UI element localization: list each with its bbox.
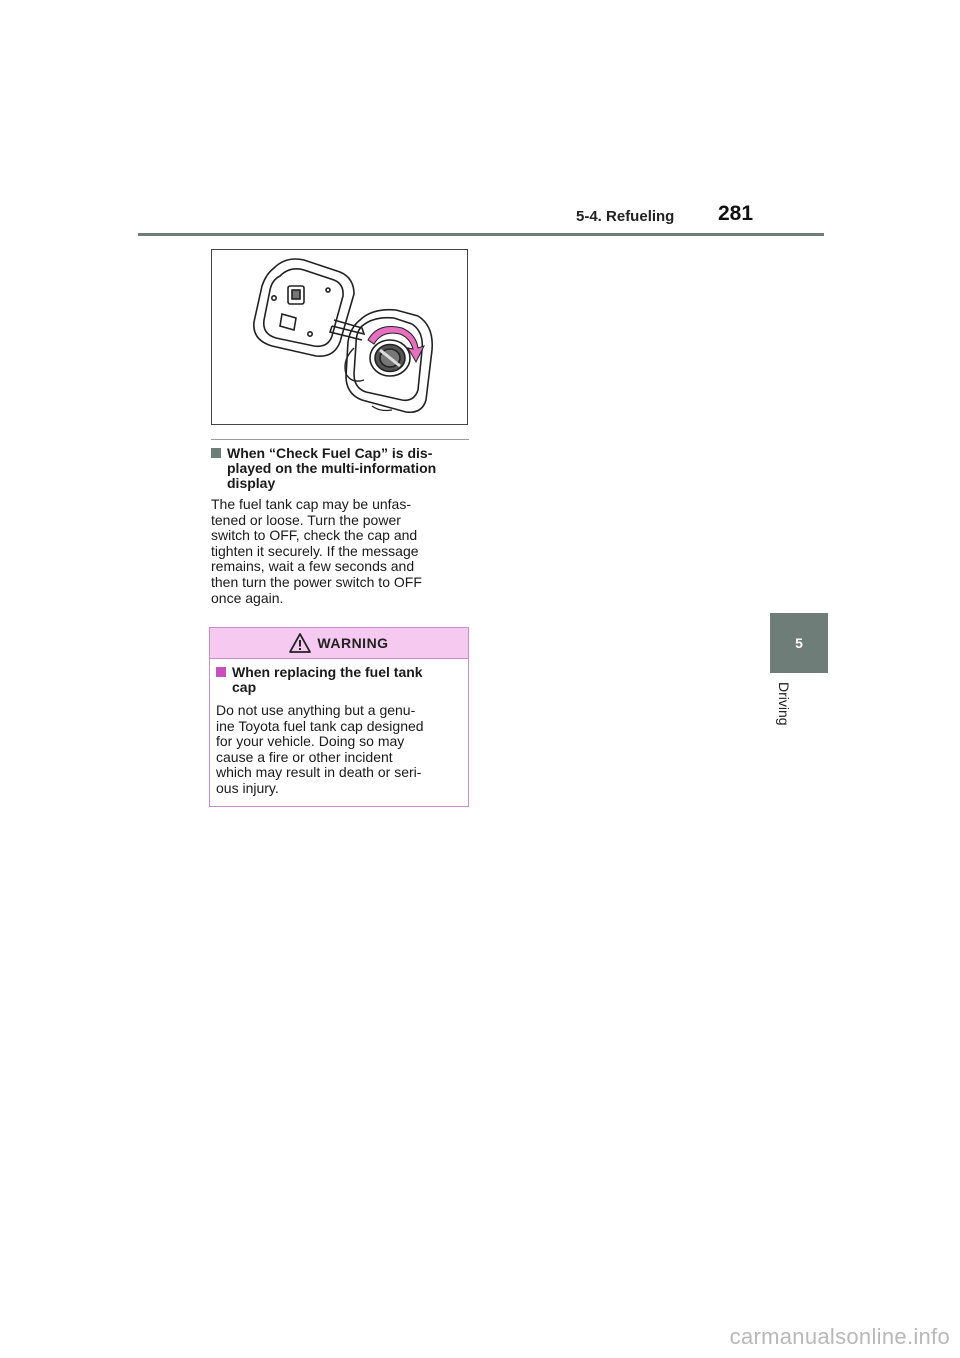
- warning-triangle-icon: [289, 633, 311, 653]
- square-bullet-icon: [216, 667, 226, 677]
- fuel-cap-illustration: [211, 249, 468, 425]
- header-rule: [138, 233, 824, 236]
- section-title: 5-4. Refueling: [576, 208, 675, 225]
- chapter-label: Driving: [776, 682, 792, 726]
- check-fuel-cap-text: The fuel tank cap may be unfas- tened or loose. Turn the power switch to OFF, check the cap and tighten it securely. If the message remains, wait a few seconds and then turn the power switch to OFF once again.: [211, 496, 422, 606]
- warning-subheading: [216, 665, 460, 695]
- watermark: carmanualsonline.info: [729, 1324, 950, 1349]
- page-number: 281: [718, 202, 754, 225]
- check-fuel-cap-heading: [211, 446, 473, 491]
- warning-body: Do not use anything but a genu- ine Toyota fuel tank cap designed for your vehicle. Doing so may cause a fire or other incident which may result in death or seri- ous injury.: [216, 702, 424, 796]
- warning-title: WARNING: [317, 635, 389, 651]
- heading-text: When “Check Fuel Cap” is dis- played on the multi-information display: [227, 445, 437, 491]
- chapter-tab[interactable]: [770, 613, 828, 673]
- warning-box: [209, 627, 469, 807]
- square-bullet-icon: [211, 448, 221, 458]
- fuel-cap-drawing: [212, 250, 467, 424]
- chapter-number: 5: [795, 635, 803, 651]
- warning-header: [210, 628, 468, 659]
- warning-subheading-text: When replacing the fuel tank cap: [232, 664, 423, 695]
- section-divider: [211, 439, 469, 440]
